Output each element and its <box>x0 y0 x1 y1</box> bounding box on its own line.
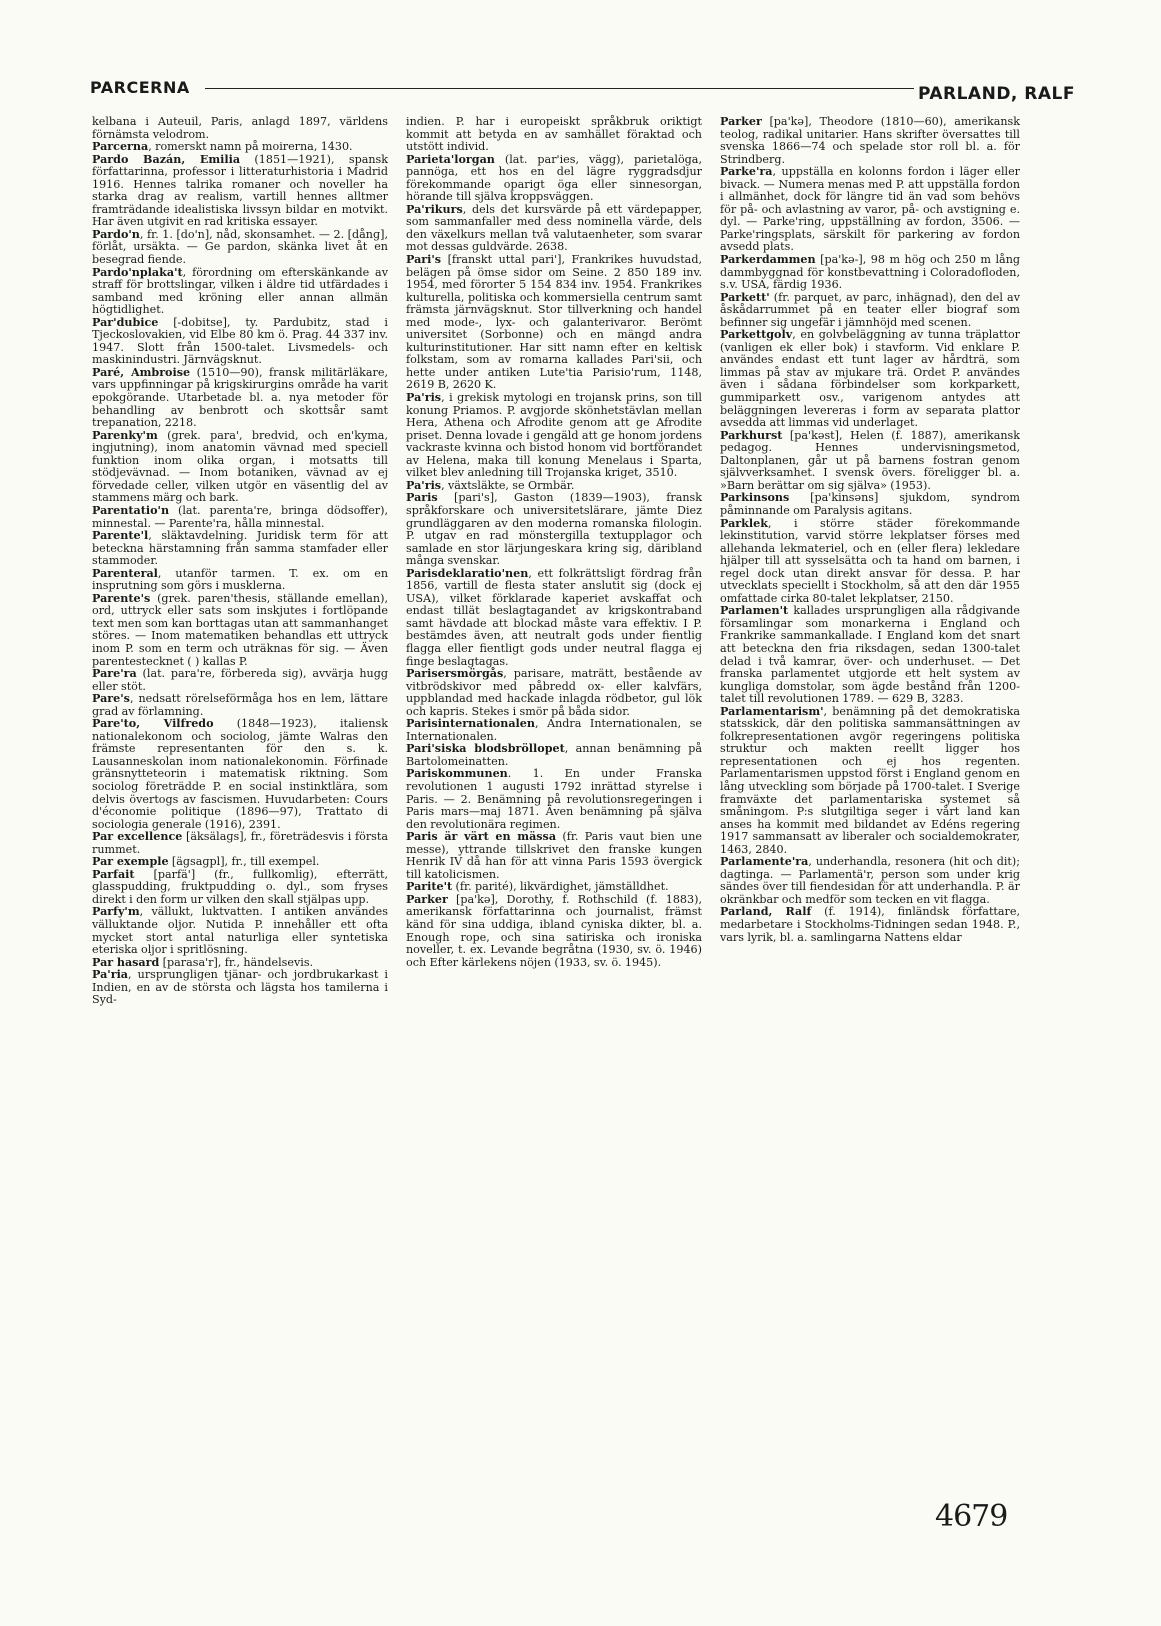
entry-definition: , i grekisk mytologi en trojansk prins, son till konung Priamos. P. avgjorde skönhetstävlan mellan Hera, Athena och Afrodite genom att ge Afrodite priset. Denna lovade i gengäld att ge honom jordens vackraste kvinna och bistod honom vid bortförandet av Helena, maka till konung Menelaus i Sparta, vilket blev anledning till Trojanska kriget, 3510. <box>406 391 702 480</box>
entry-definition: , en golvbeläggning av tunna träplattor (vanligen ek eller bok) i stavform. Vid enklare P. användes endast ett tunt lager av hårdträ, som limmas på stav av mjukare trä. Ordet P. användes även i sådana förbindelser som korkparkett, gummiparkett osv., varigenom antydes att beläggningen levereras i form av separata plattor avsedda att limmas vid underlaget. <box>720 328 1020 430</box>
dictionary-entry <box>92 367 388 430</box>
entry-headword: Parkhurst <box>720 428 783 442</box>
entry-headword: Parentatio'n <box>92 503 170 517</box>
entry-definition: (fr. parité), likvärdighet, jämställdhet. <box>452 880 669 894</box>
entry-definition: (grek. para', bredvid, och en'kyma, ingjutning), inom anatomin vävnad med speciell funktion inom olika organ, i motsatts till stödjevävnad. — Inom botaniken, vävnad av ej förvedade celler, vilken utgör en väsentlig del av stammens märg och bark. <box>92 428 388 505</box>
dictionary-entry <box>92 693 388 718</box>
entry-headword: Parente'l <box>92 529 149 543</box>
entry-headword: Parkinsons <box>720 491 790 505</box>
entry-headword: Pare'ra <box>92 667 137 681</box>
dictionary-entry <box>92 229 388 267</box>
entry-definition: , i större städer förekommande lekinstitution, varvid större lekplatser förses med allehanda lekmateriel, och en (eller flera) lekledare hjälper till att sysselsätta och ta hand om barnen, i regel dock utan direkt ansvar för dessa. P. har utvecklats speciellt i Stockholm, så att den där 1955 omfattade cirka 80-talet lekplatser, 2150. <box>720 516 1020 605</box>
dictionary-entry <box>720 116 1020 166</box>
entry-definition: , ursprungligen tjänar- och jordbrukarkast i Indien, en av de största och lägsta hos tamilerna i Syd- <box>92 968 388 1007</box>
entry-headword: Parke'ra <box>720 165 773 179</box>
dictionary-entry <box>406 831 702 881</box>
dictionary-entry <box>720 292 1020 330</box>
entry-definition: [pa'kinsəns] sjukdom, syndrom påminnande om Paralysis agitans. <box>720 491 1020 517</box>
entry-headword: Paris är värt en mässa <box>406 830 557 844</box>
entry-definition: [parfä'] (fr., fullkomlig), efterrätt, glasspudding, fruktpudding o. dyl., som fryses direkt i den form ur vilken den skall stjälpas upp. <box>92 867 388 906</box>
entry-definition: (1848—1923), italiensk nationalekonom och sociolog, jämte Walras den främste representanten för den s. k. Lausanneskolan inom nationalekonomin. Förfinade gränsnytteteorin i matematisk riktning. Som sociolog företrädde P. en social instinktlära, som delvis övertogs av fascismen. Huvudarbeten: Cours d'économie politique (1896—97), Trattato di sociologia generale (1916), 2391. <box>92 717 388 831</box>
entry-definition: kelbana i Auteuil, Paris, anlagd 1897, världens förnämsta velodrom. <box>92 115 388 141</box>
entry-headword: Parite't <box>406 880 453 894</box>
dictionary-entry <box>720 706 1020 857</box>
dictionary-entry <box>406 894 702 969</box>
dictionary-entry <box>720 518 1020 606</box>
dictionary-entry <box>406 492 702 567</box>
entry-headword: Parkerdammen <box>720 253 816 267</box>
dictionary-entry <box>720 492 1020 517</box>
dictionary-entry <box>92 718 388 831</box>
dictionary-entry <box>92 530 388 568</box>
entry-headword: Pardo'n <box>92 227 140 241</box>
entry-headword: Parkettgolv <box>720 328 793 342</box>
entry-definition: , uppställa en kolonns fordon i läger eller bivack. — Numera menas med P. att uppställa fordon i allmänhet, dock för längre tid än vad som behövs för på- och avlastning av varor, på- och avstigning e. dyl. — Parke'ring, uppställning av fordon, 3506. — Parke'ringsplats, särskilt för parkering av fordon avsedd plats. <box>720 165 1020 254</box>
entry-definition: (lat. para're, förbereda sig), avvärja hugg eller stöt. <box>92 667 388 693</box>
dictionary-entry <box>406 768 702 831</box>
entry-headword: Pare's <box>92 692 130 706</box>
entry-headword: Pardo Bazán, Emilia <box>92 152 241 166</box>
dictionary-entry <box>92 430 388 505</box>
entry-headword: Parker <box>406 892 448 906</box>
entry-definition: , benämning på det demokratiska statsskick, där den politiska sammansättningen av folkrepresentationen avgör regeringens politiska struktur och makten reellt ligger hos representationen och ej hos regenten. Parlamentarismen uppstod först i England genom en lång utveckling som började på 1700-talet. I Sverige framväxte det parlamentariska systemet så småningom. P:s slutgiltiga seger i vårt land kan anses ha kommit med bildandet av Edéns regering 1917 sammansatt av liberaler och socialdemokrater, 1463, 2840. <box>720 704 1020 856</box>
entry-definition: [pa'kə], Theodore (1810—60), amerikansk teolog, radikal unitarier. Hans skrifter översattes till svenska 1866—74 och spelade stor roll bl. a. för Strindberg. <box>720 115 1020 166</box>
dictionary-entry <box>92 969 388 1007</box>
entry-headword: Paris <box>406 491 438 505</box>
dictionary-entry <box>92 505 388 530</box>
dictionary-entry <box>720 605 1020 705</box>
entry-headword: Pa'ria <box>92 968 129 982</box>
page-number: 4679 <box>935 1499 1008 1534</box>
entry-headword: Parfait <box>92 867 135 881</box>
dictionary-entry <box>406 568 702 668</box>
header-first-word: PARCERNA <box>90 78 194 97</box>
entry-definition: (lat. parenta're, bringa dödsoffer), minnestal. — Parente'ra, hålla minnestal. <box>92 503 388 530</box>
entry-headword: Parcerna <box>92 140 149 154</box>
entry-definition: (lat. par'ies, vägg), parietalöga, pannöga, ett hos en del lägre ryggradsdjur förekommande oparigt öga eller sinnesorgan, hörande till själva kroppsväggen. <box>406 152 702 204</box>
dictionary-entry <box>92 116 388 141</box>
entry-definition: , ett folkrättsligt fördrag från 1856, vartill de flesta stater anslutit sig (dock ej USA), vilket förklarade kaperiet avskaffat och endast tillät beslagtagandet av krigskontraband samt hävdade att blockad måste vara effektiv. I P. bestämdes även, att neutralt gods under fientlig flagga eller fientligt gods under neutral flagga ej finge beslagtagas. <box>406 566 702 668</box>
entry-definition: , förordning om efterskänkande av straff för brottslingar, vilken i äldre tid utfärdades i samband med kröning eller annan allmän högtidlighet. <box>92 265 388 317</box>
entry-headword: Pari's <box>406 253 442 267</box>
entry-headword: Pa'rikurs <box>406 202 463 216</box>
entry-headword: Par excellence <box>92 830 183 844</box>
entry-definition: (f. 1914), finländsk författare, medarbetare i Stockholms-Tidningen sedan 1948. P., vars lyrik, bl. a. samlingarna Nattens eldar <box>720 905 1021 944</box>
entry-definition: [franskt uttal pari'], Frankrikes huvudstad, belägen på ömse sidor om Seine. 2 850 189 inv. 1954, med förorter 5 154 834 inv. 1954. Frankrikes kulturella, politiska och kommersiella centrum samt främsta järnvägsknut. Stor tillverkning och handel med mode-, lyx- och galanterivaror. Berömt universitet (Sorbonne) och en mängd andra kulturinstitutioner. Har sitt namn efter en keltisk folkstam, som av romarna kallades Pari'sii, och hette under antiken Lute'tia Parisio'rum, 1148, 2619 B, 2620 K. <box>406 253 702 392</box>
dictionary-entry <box>92 668 388 693</box>
entry-definition: indien. P. har i europeiskt språkbruk oriktigt kommit att betyda en av samhället föraktad och utstött individ. <box>406 115 702 154</box>
dictionary-entry <box>92 593 388 668</box>
entry-headword: Parklek <box>720 516 768 530</box>
column-1 <box>92 116 388 1007</box>
entry-headword: Pari'siska blodsbröllopet <box>406 742 565 756</box>
entry-definition: , nedsatt rörelseförmåga hos en lem, lättare grad av förlamning. <box>92 692 388 718</box>
entry-definition: , dels det kursvärde på ett värdepapper, som sammanfaller med dess nominella värde, dels den växelkurs mellan två valutaenheter, som svarar mot dessas guldvärde. 2638. <box>406 202 702 254</box>
entry-definition: , romerskt namn på moirerna, 1430. <box>148 140 353 154</box>
entry-headword: Pa'ris <box>406 478 442 492</box>
entry-headword: Parisersmörgås <box>406 667 504 681</box>
entry-definition: [pari's], Gaston (1839—1903), fransk språkforskare och universitetslärare, jämte Diez grundläggaren av den moderna romanska filologin. P. utgav en rad mönstergilla textupplagor och samlade en stor lärjungeskara kring sig, däribland många svenskar. <box>406 491 702 568</box>
entry-definition: (fr. Paris vaut bien une messe), yttrande tillskrivet den franske kungen Henrik IV då han för att vinna Paris 1593 övergick till katolicismen. <box>406 830 702 881</box>
entry-definition: , Andra Internationalen, se Internationalen. <box>406 717 702 743</box>
dictionary-entry <box>406 668 702 718</box>
dictionary-entry <box>92 831 388 856</box>
entry-definition: [-dobitse], ty. Pardubitz, stad i Tjeckoslovakien, vid Elbe 80 km ö. Prag. 44 337 inv. 1947. Slott från 1500-talet. Livsmedels- och maskinindustri. Järnvägsknut. <box>92 315 388 367</box>
entry-headword: Pariskommunen <box>406 767 508 781</box>
entry-headword: Parker <box>720 115 762 128</box>
dictionary-entry <box>720 906 1020 944</box>
entry-definition: (1851—1921), spansk författarinna, professor i litteraturhistoria i Madrid 1916. Hennes talrika romaner och noveller ha starka drag av realism, vartill hennes alltmer framträdande idealistiska livssyn bildar en motvikt. Har även utgivit en rad kritiska essayer. <box>92 152 388 229</box>
dictionary-entry <box>92 317 388 367</box>
entry-definition: , vällukt, luktvatten. I antiken användes välluktande oljor. Nutida P. innehåller ett ofta mycket stort antal naturliga eller syntetiska eteriska oljor i spritlösning. <box>92 905 388 957</box>
column-2 <box>406 116 702 969</box>
dictionary-entry <box>720 430 1020 493</box>
entry-headword: Pare'to, Vilfredo <box>92 717 214 731</box>
entry-definition: [äksälaɡs], fr., företrädesvis i första rummet. <box>92 830 388 856</box>
entry-headword: Par exemple <box>92 855 169 869</box>
entry-definition: , annan benämning på Bartolomeinatten. <box>406 742 702 768</box>
dictionary-entry <box>720 856 1020 906</box>
running-header <box>90 78 1075 104</box>
dictionary-entry <box>406 743 702 768</box>
entry-headword: Pa'ris <box>406 391 442 405</box>
column-3 <box>720 116 1020 944</box>
entry-headword: Parkett' <box>720 290 770 304</box>
dictionary-entry <box>92 267 388 317</box>
entry-headword: Parenky'm <box>92 428 158 442</box>
dictionary-entry <box>92 568 388 593</box>
entry-definition: , fr. 1. [do'n], nåd, skonsamhet. — 2. [dånɡ], förlåt, ursäkta. — Ge pardon, skänka livet åt en besegrad fiende. <box>92 227 388 267</box>
entry-headword: Parisinternationalen <box>406 717 535 731</box>
entry-headword: Parieta'lorgan <box>406 152 495 166</box>
entry-definition: (grek. paren'thesis, ställande emellan), ord, uttryck eller sats som inskjutes i fortlöpande text men som kan borttagas utan att sammanhanget störes. — Inom matematiken behandlas ett uttryck inom P. som en term och uträknas för sig. — Även parentestecknet ( ) kallas P. <box>92 591 388 668</box>
entry-definition: . 1. En under Franska revolutionen 1 augusti 1792 inrättad styrelse i Paris. — 2. Benämning på revolutionsregeringen i Paris mars—maj 1871. Även benämning på själva den revolutionära regimen. <box>406 767 702 831</box>
dictionary-entry <box>406 392 702 480</box>
entry-definition: [parasa'r], fr., händelsevis. <box>159 955 314 969</box>
dictionary-entry <box>720 166 1020 254</box>
dictionary-entry <box>406 718 702 743</box>
entry-headword: Parfy'm <box>92 905 140 919</box>
entry-definition: [ägsaɡpl], fr., till exempel. <box>168 855 320 869</box>
dictionary-entry <box>406 154 702 204</box>
entry-definition: [pa'kə-], 98 m hög och 250 m lång dammbyggnad för konstbevattning i Coloradofloden, s.v. USA, färdig 1936. <box>720 253 1020 292</box>
dictionary-entry <box>92 906 388 956</box>
entry-headword: Parente's <box>92 591 151 605</box>
entry-definition: , parisare, maträtt, bestående av vitbrödskivor med påbredd ox- eller kalvfärs, uppblandad med hackade inlagda rödbetor, gul lök och kapris. Stekes i smör på båda sidor. <box>406 667 702 718</box>
entry-definition: [pa'kə], Dorothy, f. Rothschild (f. 1883), amerikansk författarinna och journalist, främst känd för sina uddiga, ibland cyniska dikter, bl. a. Enough rope, och sina satiriska och ironiska noveller, t. ex. Levande begråtna (1930, sv. ö. 1946) och Efter kärlekens nöjen (1933, sv. ö. 1945). <box>406 892 702 969</box>
dictionary-entry <box>406 204 702 254</box>
entry-definition: (1510—90), fransk militärläkare, vars uppfinningar på krigskirurgins område ha varit epokgörande. Utarbetade bl. a. nya metoder för behandling av benbrott och skottsår samt trepanation, 2218. <box>92 365 388 430</box>
header-rule <box>205 88 920 89</box>
entry-definition: , utanför tarmen. T. ex. om en insprutning som görs i musklerna. <box>92 566 388 593</box>
dictionary-entry <box>720 329 1020 429</box>
entry-definition: [pa'kəst], Helen (f. 1887), amerikansk pedagog. Hennes undervisningsmetod, Daltonplanen, går ut på barnens fostran genom självverksamhet. I svensk övers. föreligger bl. a. »Barn berättar om sig själva» (1953). <box>720 428 1020 492</box>
entry-definition: kallades ursprungligen alla rådgivande församlingar som monarkerna i England och Frankrike sammankallade. I England kom det snart att beteckna den fria riksdagen, sedan 1300-talet delad i två kamrar, över- och underhuset. — Det franska parlamentet utgjorde ett helt system av kungliga domstolar, som ägde bestånd från 1200-talet till revolutionen 1789. — 629 B, 3283. <box>720 604 1020 706</box>
dictionary-entry <box>406 116 702 154</box>
entry-definition: , växtsläkte, se Ormbär. <box>441 478 575 492</box>
entry-headword: Parland, Ralf <box>720 905 812 919</box>
entry-definition: , släktavdelning. Juridisk term för att beteckna härstamning från samma stamfader eller stammoder. <box>92 529 388 568</box>
entry-headword: Parisdeklaratio'nen <box>406 566 529 580</box>
entry-headword: Parlamente'ra <box>720 855 809 869</box>
entry-headword: Parenteral <box>92 566 158 580</box>
entry-headword: Par'dubice <box>92 315 159 329</box>
dictionary-entry <box>720 254 1020 292</box>
entry-definition: , underhandla, resonera (hit och dit); dagtinga. — Parlamentä'r, person som under krig sändes över till fiendesidan för att underhandla. P. är okränkbar och medför som tecken en vit flagga. <box>720 855 1020 906</box>
entry-headword: Paré, Ambroise <box>92 365 191 379</box>
entry-headword: Pardo'nplaka't <box>92 265 183 279</box>
entry-headword: Par hasard <box>92 955 160 969</box>
dictionary-entry <box>92 154 388 229</box>
entry-definition: (fr. parquet, av parc, inhägnad), den del av åskådarrummet på en teater eller biograf som befinner sig ungefär i jämnhöjd med scenen. <box>720 290 1020 329</box>
entry-headword: Parlamen't <box>720 604 789 618</box>
header-last-word: PARLAND, RALF <box>914 84 1075 104</box>
dictionary-entry <box>92 869 388 907</box>
entry-headword: Parlamentarism' <box>720 704 824 718</box>
dictionary-entry <box>406 254 702 392</box>
